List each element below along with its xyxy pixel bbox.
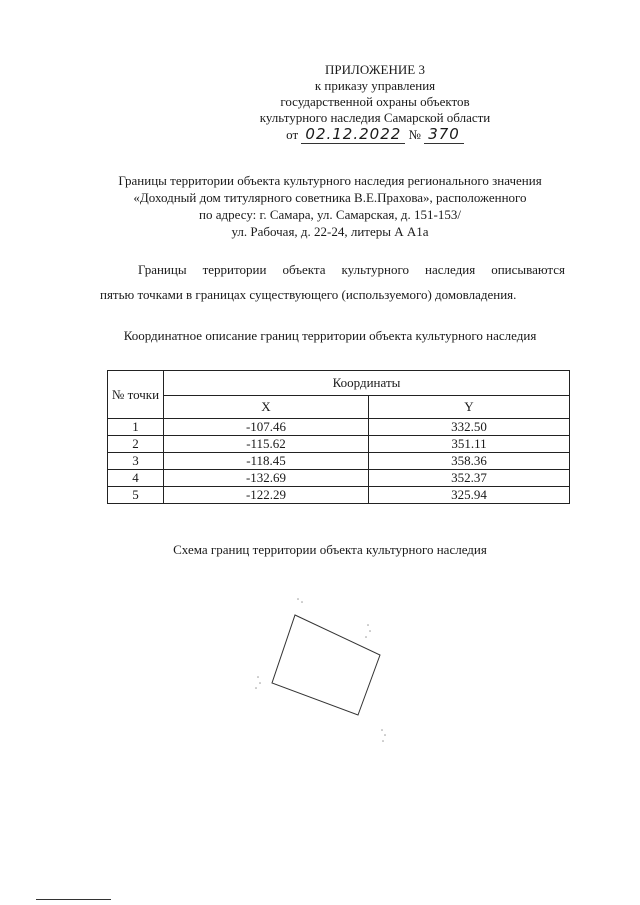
coordinates-header: Координаты: [164, 371, 570, 396]
point-number: 5: [108, 487, 164, 504]
table-row: [108, 419, 570, 436]
description-paragraph: [100, 257, 565, 307]
order-line-1: к приказу управления: [314, 78, 436, 93]
x-value: -107.46: [164, 419, 369, 436]
appendix-header: [250, 62, 500, 143]
boundary-polygon: [272, 615, 380, 715]
point-number: 1: [108, 419, 164, 436]
y-value: 351.11: [369, 436, 570, 453]
order-line-2: государственной охраны объектов: [280, 94, 470, 109]
y-value: 358.36: [369, 453, 570, 470]
number-label: №: [408, 127, 421, 142]
coordinates-table: [107, 370, 570, 504]
x-value: -132.69: [164, 470, 369, 487]
table-caption: Координатное описание границ территории объекта культурного наследия: [123, 328, 537, 343]
order-line-3: культурного наследия Самарской области: [259, 110, 491, 125]
paragraph-line-1: Границы территории объекта культурного наследия описываются: [138, 262, 565, 277]
document-title: [80, 172, 580, 240]
footer-rule: [36, 899, 111, 900]
title-line-1: Границы территории объекта культурного наследия регионального значения: [118, 173, 542, 188]
table-row: [108, 470, 570, 487]
y-value: 325.94: [369, 487, 570, 504]
paragraph-line-2: пятью точками в границах существующего (используемого) домовладения.: [100, 287, 517, 302]
order-date-line: [250, 126, 500, 143]
appendix-title: ПРИЛОЖЕНИЕ 3: [325, 62, 425, 77]
boundary-scheme-drawing: [240, 585, 410, 745]
x-value: -115.62: [164, 436, 369, 453]
table-header-row-1: [108, 371, 570, 396]
point-number: 2: [108, 436, 164, 453]
x-value: -122.29: [164, 487, 369, 504]
point-number: 4: [108, 470, 164, 487]
x-header: X: [164, 396, 369, 419]
x-value: -118.45: [164, 453, 369, 470]
table-row: [108, 453, 570, 470]
point-number-header: № точки: [108, 371, 164, 419]
table-row: [108, 436, 570, 453]
handwritten-number: 370: [424, 125, 464, 144]
scheme-caption: Схема границ территории объекта культурного наследия: [173, 542, 487, 557]
table-row: [108, 487, 570, 504]
table-header-row-2: [108, 396, 570, 419]
point-number: 3: [108, 453, 164, 470]
title-line-3: по адресу: г. Самара, ул. Самарская, д. 151-153/: [199, 207, 461, 222]
title-line-4: ул. Рабочая, д. 22-24, литеры А А1а: [231, 224, 429, 239]
title-line-2: «Доходный дом титулярного советника В.Е.Прахова», расположенного: [133, 190, 527, 205]
handwritten-date: 02.12.2022: [301, 125, 405, 144]
scheme-faint-marks: [255, 598, 386, 742]
from-label: от: [286, 127, 299, 142]
y-value: 332.50: [369, 419, 570, 436]
y-header: Y: [369, 396, 570, 419]
y-value: 352.37: [369, 470, 570, 487]
